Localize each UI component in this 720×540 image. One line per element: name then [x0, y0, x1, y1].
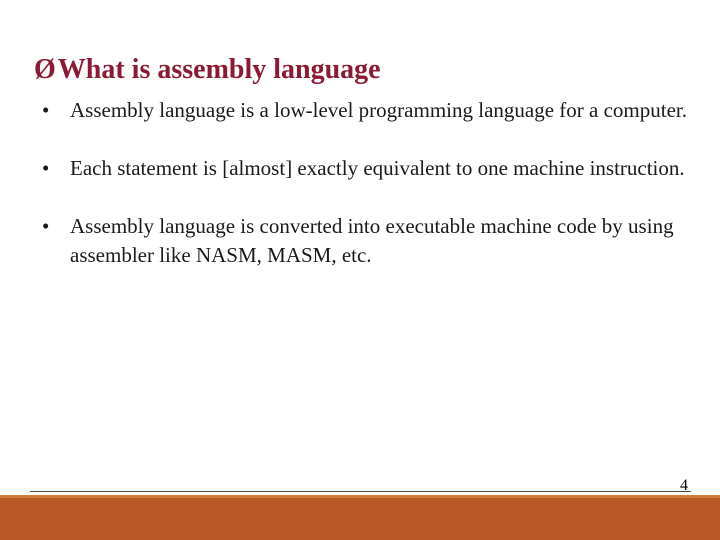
slide-title [34, 52, 381, 88]
bullet-text: Each statement is [almost] exactly equivalent to one machine instruction. [70, 156, 685, 180]
bullet-item [42, 154, 692, 183]
slide-title-text: What is assembly language [57, 54, 381, 85]
page-number: 4 [680, 477, 688, 494]
bullet-item [42, 212, 692, 270]
bullet-item [42, 96, 692, 125]
bullet-dot-icon: • [42, 98, 50, 122]
footer-bar [0, 498, 720, 540]
footer-divider [30, 491, 691, 492]
bullet-dot-icon: • [42, 214, 50, 238]
bullet-text: Assembly language is a low-level programming language for a computer. [70, 98, 687, 122]
arrow-bullet-icon: Ø [34, 54, 56, 85]
bullet-text: Assembly language is converted into executable machine code by using assembler like NASM, MASM, etc. [70, 214, 674, 267]
bullet-dot-icon: • [42, 156, 50, 180]
bullet-list [42, 96, 692, 299]
